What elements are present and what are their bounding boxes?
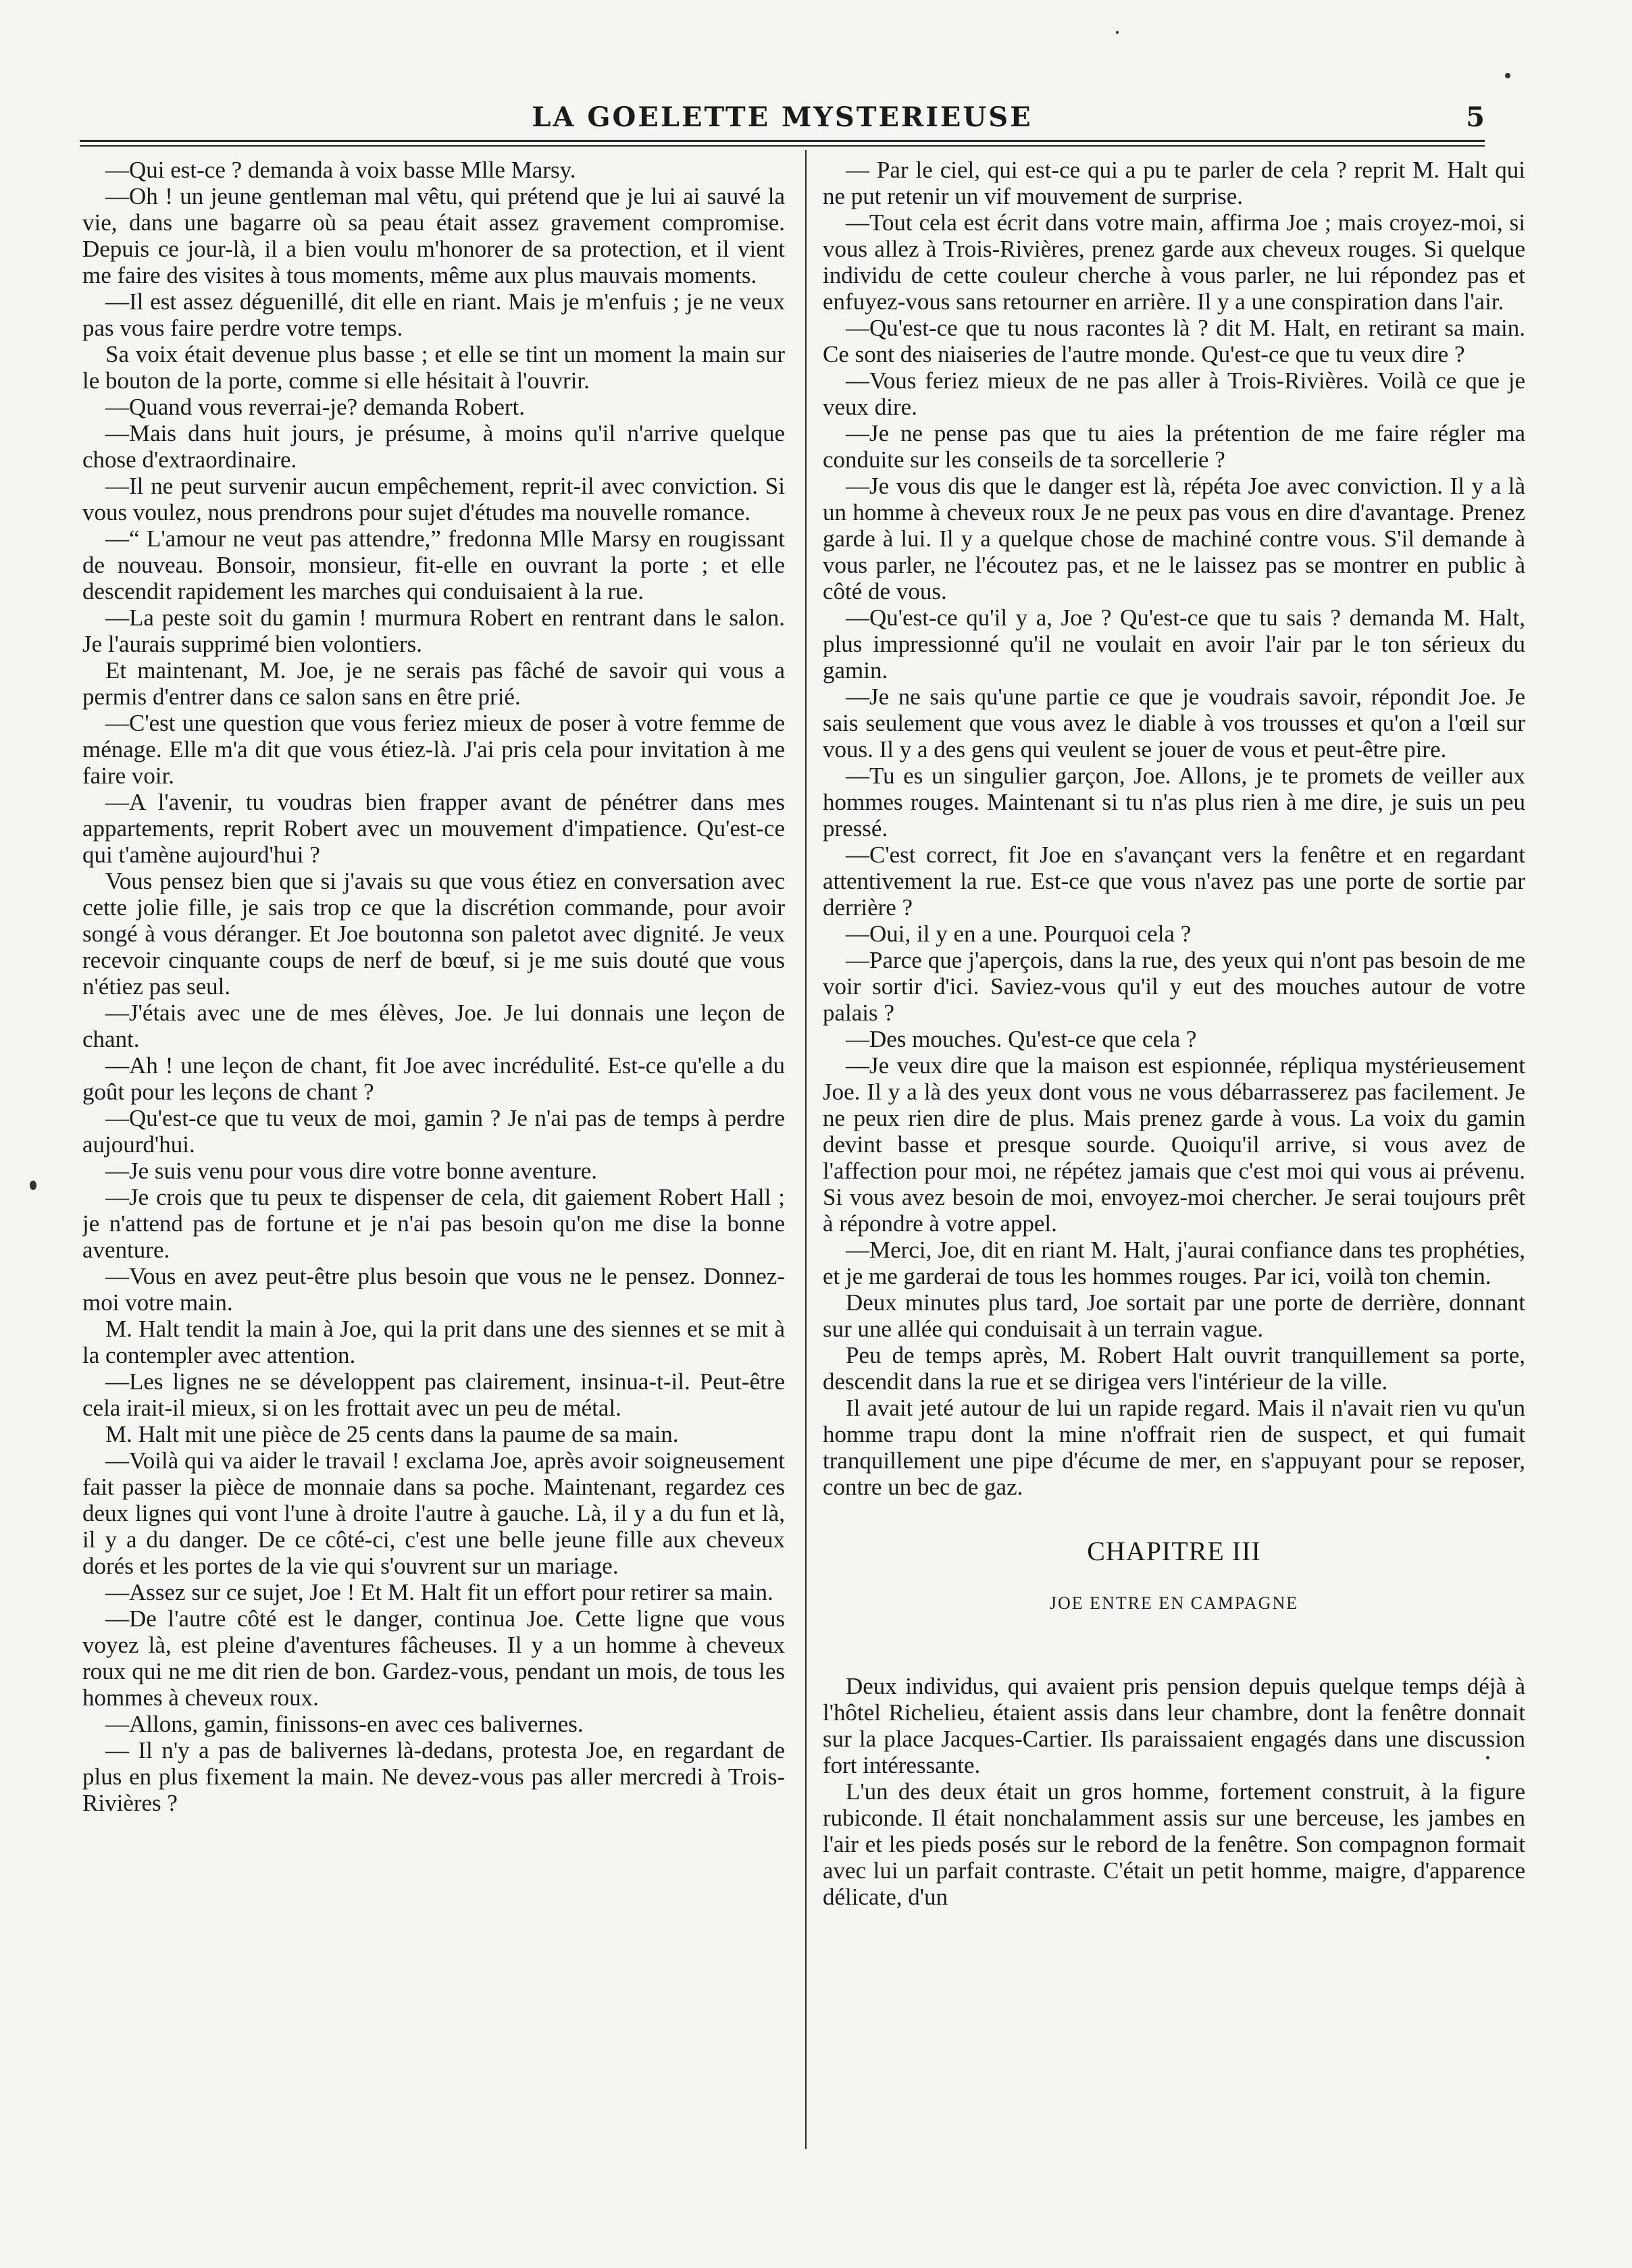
paragraph: —Les lignes ne se développent pas clairement, insinua-t-il. Peut-être cela irait-il mieux, si on les frottait avec un peu de métal.: [82, 1368, 785, 1421]
paragraph: Il avait jeté autour de lui un rapide regard. Mais il n'avait rien vu qu'un homme trapu dont la mine n'offrait rien de suspect, et qui fumait tranquillement une pipe d'écume de mer, en s'appuyant pour se reposer, contre un bec de gaz.: [823, 1395, 1525, 1500]
paragraph: —Je ne pense pas que tu aies la prétention de me faire régler ma conduite sur les conseils de ta sorcellerie ?: [823, 420, 1525, 473]
paragraph: —Mais dans huit jours, je présume, à moins qu'il n'arrive quelque chose d'extraordinaire.: [82, 420, 785, 473]
paragraph: L'un des deux était un gros homme, fortement construit, à la figure rubiconde. Il était nonchalamment assis sur une berceuse, les jambes en l'air et les pieds posés sur le rebord de la fenêtre. Son compagnon formait avec lui un parfait contraste. C'était un petit homme, maigre, d'apparence délicate, d'un: [823, 1778, 1525, 1910]
paragraph: M. Halt tendit la main à Joe, qui la prit dans une des siennes et se mit à la contempler avec attention.: [82, 1316, 785, 1368]
paragraph: Deux individus, qui avaient pris pension depuis quelque temps déjà à l'hôtel Richelieu, étaient assis dans leur chambre, dont la fenêtre donnait sur la place Jacques-Cartier. Ils paraissaient engagés dans une discussion fort intéressante.: [823, 1673, 1525, 1778]
paragraph: — Par le ciel, qui est-ce qui a pu te parler de cela ? reprit M. Halt qui ne put retenir un vif mouvement de surprise.: [823, 157, 1525, 209]
paragraph: —“ L'amour ne veut pas attendre,” fredonna Mlle Marsy en rougissant de nouveau. Bonsoir, monsieur, fit-elle en ouvrant la porte ; et elle descendit rapidement les marches qui conduisaient à la rue.: [82, 525, 785, 604]
paragraph: —Merci, Joe, dit en riant M. Halt, j'aurai confiance dans tes prophéties, et je me garderai de tous les hommes rouges. Par ici, voilà ton chemin.: [823, 1237, 1525, 1289]
left-column: [82, 157, 785, 2169]
paragraph: —De l'autre côté est le danger, continua Joe. Cette ligne que vous voyez là, est pleine d'aventures fâcheuses. Il y a un homme à cheveux roux qui ne me dit rien de bon. Gardez-vous, pendant un mois, de tous les hommes à cheveux roux.: [82, 1605, 785, 1711]
paragraph: —Des mouches. Qu'est-ce que cela ?: [846, 1026, 1197, 1052]
paragraph: Vous pensez bien que si j'avais su que vous étiez en conversation avec cette jolie fille, je sais trop ce que la discrétion commande, pour avoir songé à vous déranger. Et Joe boutonna son paletot avec dignité. Je veux recevoir cinquante coups de nerf de bœuf, si je me suis douté que vous n'étiez pas seul.: [82, 868, 785, 1000]
chapter-title: CHAPITRE III: [1087, 1536, 1261, 1566]
paragraph: —J'étais avec une de mes élèves, Joe. Je lui donnais une leçon de chant.: [82, 1000, 785, 1052]
paragraph: —Oui, il y en a une. Pourquoi cela ?: [846, 921, 1192, 947]
paragraph: —Qui est-ce ? demanda à voix basse Mlle Marsy.: [105, 157, 576, 183]
paragraph: —Il est assez déguenillé, dit elle en riant. Mais je m'enfuis ; je ne veux pas vous faire perdre votre temps.: [82, 288, 785, 341]
paragraph: —Parce que j'aperçois, dans la rue, des yeux qui n'ont pas besoin de me voir sortir d'ici. Saviez-vous qu'il y eut des mouches autour de votre palais ?: [823, 947, 1525, 1026]
paragraph: —Quand vous reverrai-je? demanda Robert.: [105, 394, 526, 420]
paragraph: —C'est une question que vous feriez mieux de poser à votre femme de ménage. Elle m'a dit que vous étiez-là. J'ai pris cela pour invitation à me faire voir.: [82, 710, 785, 789]
paragraph: Sa voix était devenue plus basse ; et elle se tint un moment la main sur le bouton de la porte, comme si elle hésitait à l'ouvrir.: [82, 341, 785, 394]
paragraph: —Je crois que tu peux te dispenser de cela, dit gaiement Robert Hall ; je n'attend pas de fortune et je n'ai pas besoin qu'on me dise la bonne aventure.: [82, 1184, 785, 1263]
paragraph: —Je vous dis que le danger est là, répéta Joe avec conviction. Il y a là un homme à cheveux roux Je ne peux pas vous en dire d'avantage. Prenez garde à lui. Il y a quelque chose de machiné contre vous. S'il demande à vous parler, ne l'écoutez pas, et ne le laissez pas se montrer en public à côté de vous.: [823, 473, 1525, 604]
paragraph: —A l'avenir, tu voudras bien frapper avant de pénétrer dans mes appartements, reprit Robert avec un mouvement d'impatience. Qu'est-ce qui t'amène aujourd'hui ?: [82, 789, 785, 868]
paragraph: Et maintenant, M. Joe, je ne serais pas fâché de savoir qui vous a permis d'entrer dans ce salon sans en être prié.: [82, 657, 785, 710]
column-divider: [805, 150, 807, 2149]
header-rule-bottom: [80, 145, 1485, 147]
paragraph: —Allons, gamin, finissons-en avec ces balivernes.: [105, 1711, 584, 1737]
paragraph: —Je ne sais qu'une partie ce que je voudrais savoir, répondit Joe. Je sais seulement que vous avez le diable à vos trousses et qu'on a l'œil sur vous. Il y a des gens qui veulent se jouer de vous et peut-être pire.: [823, 684, 1525, 763]
print-speck: [1116, 31, 1119, 34]
paragraph: —Voilà qui va aider le travail ! exclama Joe, après avoir soigneusement fait passer la pièce de monnaie dans sa poche. Maintenant, regardez ces deux lignes qui vont l'une à droite l'autre à gauche. Là, il y a du fun et là, il y a du danger. De ce côté-ci, c'est une belle jeune fille aux cheveux dorés et les portes de la vie qui s'ouvrent sur un mariage.: [82, 1447, 785, 1579]
running-title: LA GOELETTE MYSTERIEUSE: [532, 101, 1033, 133]
paragraph: —Qu'est-ce qu'il y a, Joe ? Qu'est-ce que tu sais ? demanda M. Halt, plus impressionné qu'il ne voulait en avoir l'air par le ton sérieux du gamin.: [823, 604, 1525, 684]
paragraph: —Tu es un singulier garçon, Joe. Allons, je te promets de veiller aux hommes rouges. Maintenant si tu n'as plus rien à me dire, je suis un peu pressé.: [823, 763, 1525, 842]
paragraph: —Je suis venu pour vous dire votre bonne aventure.: [105, 1158, 598, 1184]
paragraph: —C'est correct, fit Joe en s'avançant vers la fenêtre et en regardant attentivement la rue. Est-ce que vous n'avez pas une porte de sortie par derrière ?: [823, 842, 1525, 921]
paragraph: —Il ne peut survenir aucun empêchement, reprit-il avec conviction. Si vous voulez, nous prendrons pour sujet d'études ma nouvelle romance.: [82, 473, 785, 525]
paragraph: —Vous feriez mieux de ne pas aller à Trois-Rivières. Voilà ce que je veux dire.: [823, 367, 1525, 420]
page-header: [80, 101, 1485, 142]
paragraph: —Qu'est-ce que tu veux de moi, gamin ? Je n'ai pas de temps à perdre aujourd'hui.: [82, 1105, 785, 1158]
paragraph: Peu de temps après, M. Robert Halt ouvrit tranquillement sa porte, descendit dans la rue et se dirigea vers l'intérieur de la ville.: [823, 1342, 1525, 1395]
paragraph: —Assez sur ce sujet, Joe ! Et M. Halt fit un effort pour retirer sa main.: [105, 1579, 773, 1605]
paragraph: —Qu'est-ce que tu nous racontes là ? dit M. Halt, en retirant sa main. Ce sont des niaiseries de l'autre monde. Qu'est-ce que tu veux dire ?: [823, 315, 1525, 367]
paragraph: —Oh ! un jeune gentleman mal vêtu, qui prétend que je lui ai sauvé la vie, dans une bagarre où sa peau était assez gravement compromise. Depuis ce jour-là, il a bien voulu m'honorer de sa protection, et il vient me faire des visites à tous moments, même aux plus mauvais moments.: [82, 183, 785, 288]
paragraph: M. Halt mit une pièce de 25 cents dans la paume de sa main.: [105, 1421, 679, 1447]
paragraph: — Il n'y a pas de balivernes là-dedans, protesta Joe, en regardant de plus en plus fixement la main. Ne devez-vous pas aller mercredi à Trois-Rivières ?: [82, 1737, 785, 1816]
paragraph: —La peste soit du gamin ! murmura Robert en rentrant dans le salon. Je l'aurais supprimé bien volontiers.: [82, 604, 785, 657]
paragraph: Deux minutes plus tard, Joe sortait par une porte de derrière, donnant sur une allée qui conduisait à un terrain vague.: [823, 1289, 1525, 1342]
paragraph: —Ah ! une leçon de chant, fit Joe avec incrédulité. Est-ce qu'elle a du goût pour les leçons de chant ?: [82, 1052, 785, 1105]
print-speck: [30, 1181, 36, 1190]
chapter-subtitle: JOE ENTRE EN CAMPAGNE: [1049, 1593, 1299, 1613]
header-rule-top: [80, 140, 1485, 142]
paragraph: —Vous en avez peut-être plus besoin que vous ne le pensez. Donnez-moi votre main.: [82, 1263, 785, 1316]
right-column: [823, 157, 1525, 2169]
page-number: 5: [1466, 101, 1485, 133]
print-speck: [1486, 1756, 1489, 1759]
print-speck: [1505, 73, 1510, 78]
paragraph: —Je veux dire que la maison est espionnée, répliqua mystérieusement Joe. Il y a là des yeux dont vous ne vous débarrasserez pas facilement. Je ne peux rien dire de plus. Mais prenez garde à vous. La voix du gamin devint basse et presque sourde. Quoiqu'il arrive, si vous avez de l'affection pour moi, ne répétez jamais que c'est moi qui vous ai prévenu. Si vous avez besoin de moi, envoyez-moi chercher. Je serai toujours prêt à répondre à votre appel.: [823, 1052, 1525, 1237]
paragraph: —Tout cela est écrit dans votre main, affirma Joe ; mais croyez-moi, si vous allez à Trois-Rivières, prenez garde aux cheveux rouges. Si quelque individu de cette couleur cherche à vous parler, ne lui répondez pas et enfuyez-vous sans retourner en arrière. Il y a une conspiration dans l'air.: [823, 209, 1525, 315]
